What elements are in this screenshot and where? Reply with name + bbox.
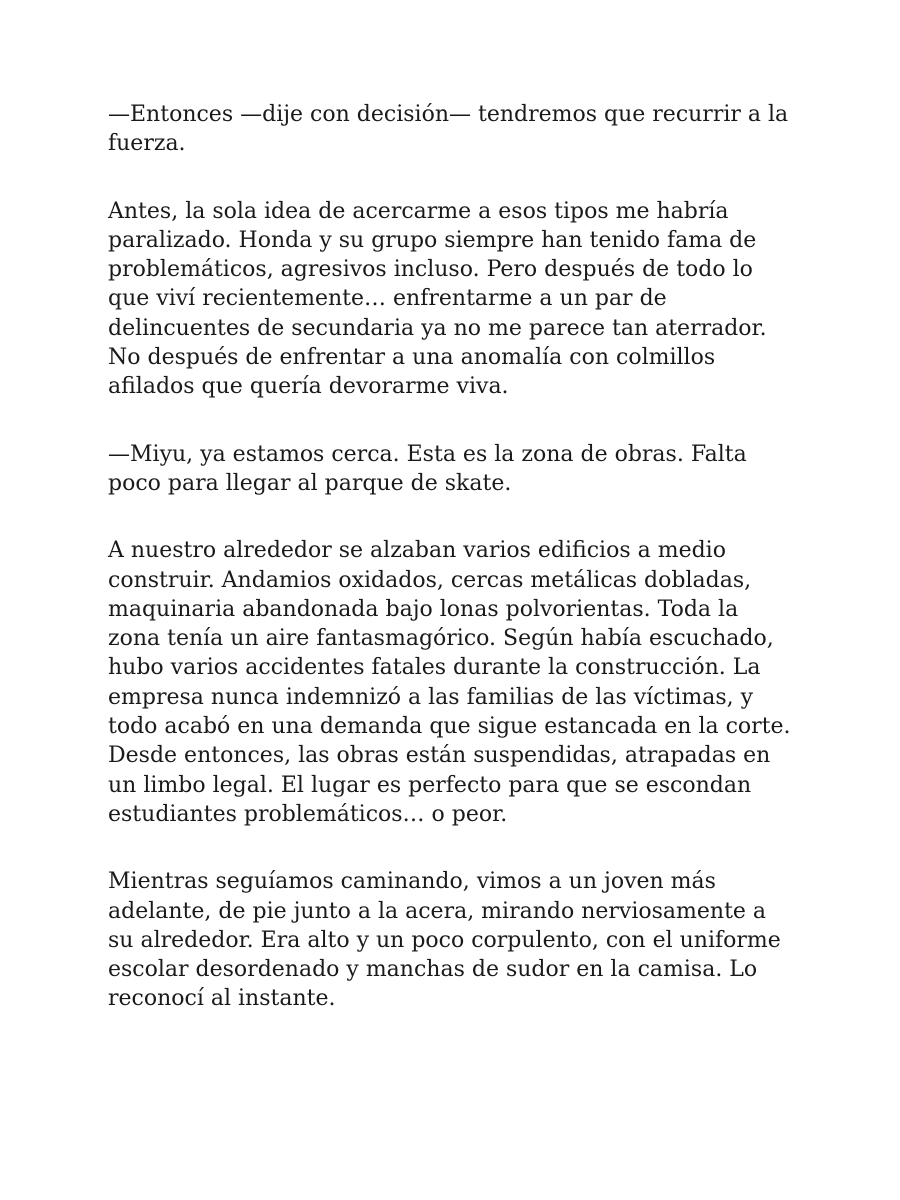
text-line: paralizado. Honda y su grupo siempre han tenido fama de [108,227,757,253]
text-line: escolar desordenado y manchas de sudor en la camisa. Lo [108,957,758,983]
text-line: Mientras seguíamos caminando, vimos a un joven más [108,869,716,895]
text-line: reconocí al instante. [108,986,336,1012]
text-line: zona tenía un aire fantasmagórico. Según había escuchado, [108,626,774,652]
text-line: un limbo legal. El lugar es perfecto para que se escondan [108,772,752,798]
text-line: que viví recientemente… enfrentarme a un par de [108,286,667,312]
paragraph-1 [108,100,798,159]
document-page [108,100,798,1052]
text-line: poco para llegar al parque de skate. [108,470,512,496]
paragraph-4 [108,536,798,829]
text-line: todo acabó en una demanda que sigue estancada en la corte. [108,714,791,740]
text-line: fuerza. [108,131,186,157]
text-line: construir. Andamios oxidados, cercas metálicas dobladas, [108,567,752,593]
text-line: adelante, de pie junto a la acera, mirando nerviosamente a [108,898,767,924]
text-line: Desde entonces, las obras están suspendidas, atrapadas en [108,743,771,769]
text-line: maquinaria abandonada bajo lonas polvorientas. Toda la [108,596,739,622]
paragraph-3 [108,440,798,499]
paragraph-5 [108,867,798,1013]
text-line: —Entonces —dije con decisión— tendremos que recurrir a la [108,102,789,127]
text-line: hubo varios accidentes fatales durante la construcción. La [108,655,761,681]
text-line: delincuentes de secundaria ya no me parece tan aterrador. [108,315,767,341]
text-line: —Miyu, ya estamos cerca. Esta es la zona de obras. Falta [108,441,747,467]
text-line: problemáticos, agresivos incluso. Pero después de todo lo [108,257,753,283]
text-line: estudiantes problemáticos… o peor. [108,801,508,827]
paragraph-2 [108,197,798,402]
text-line: su alrededor. Era alto y un poco corpulento, con el uniforme [108,927,781,953]
text-line: No después de enfrentar a una anomalía con colmillos [108,345,716,371]
text-line: afilados que quería devorarme viva. [108,374,509,400]
text-line: Antes, la sola idea de acercarme a esos tipos me habría [108,198,729,224]
text-line: empresa nunca indemnizó a las familias de las víctimas, y [108,684,754,710]
text-line: A nuestro alrededor se alzaban varios edificios a medio [108,538,726,564]
